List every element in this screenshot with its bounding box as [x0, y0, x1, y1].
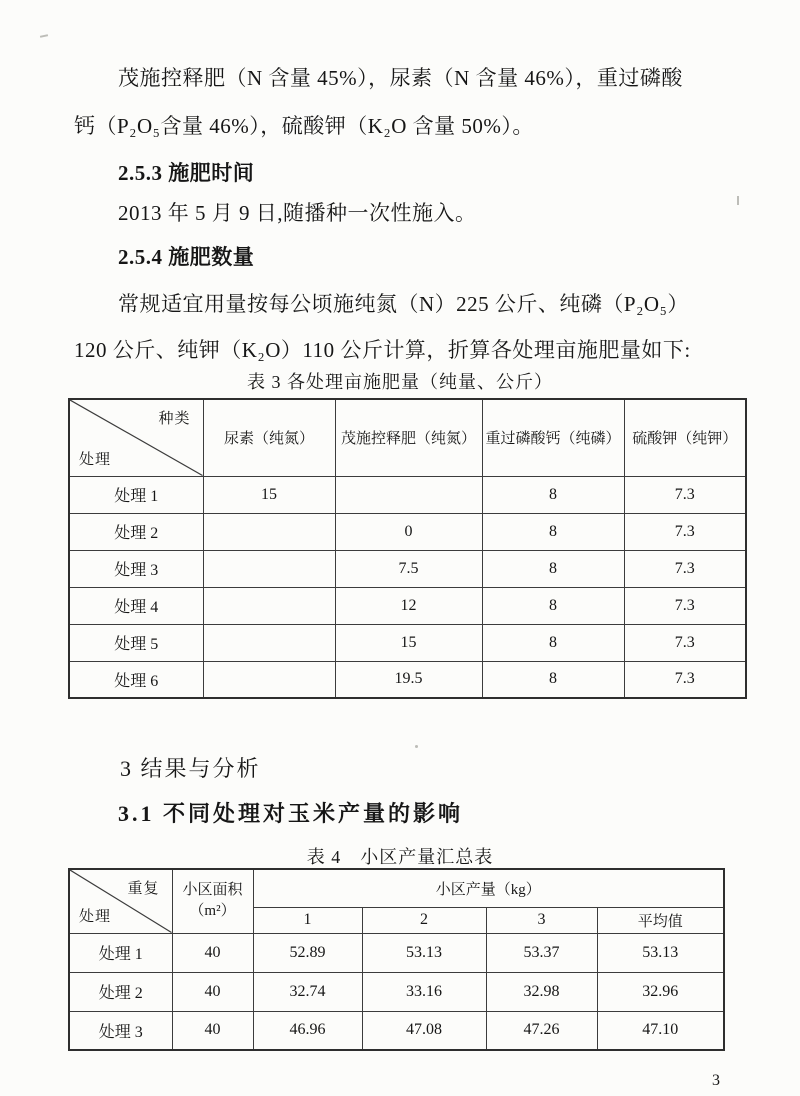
row-label: 处理 6 — [69, 661, 203, 698]
table4-caption: 表 4 小区产量汇总表 — [306, 847, 494, 867]
cell: 7.5 — [335, 550, 482, 587]
scan-speck — [40, 34, 48, 38]
cell: 8 — [482, 550, 624, 587]
table-row — [69, 513, 746, 550]
table3-col-potassium-sulfate: 硫酸钾（纯钾） — [624, 399, 746, 476]
table3-col-urea: 尿素（纯氮） — [203, 399, 335, 476]
cell: 53.13 — [362, 933, 486, 972]
scan-speck — [737, 196, 739, 205]
table3-corner-top-label: 种类 — [158, 411, 191, 427]
cell: 7.3 — [624, 476, 746, 513]
cell: 53.37 — [486, 933, 597, 972]
row-label: 处理 3 — [69, 550, 203, 587]
row-label: 处理 3 — [69, 1011, 172, 1050]
heading-section-3-1: 3.1 不同处理对玉米产量的影响 — [118, 801, 464, 826]
row-label: 处理 5 — [69, 624, 203, 661]
cell: 8 — [482, 587, 624, 624]
scan-speck — [415, 745, 418, 748]
cell: 7.3 — [624, 513, 746, 550]
table4-subcol-3: 3 — [486, 907, 597, 933]
table4-col-plot-area — [172, 869, 253, 933]
row-label: 处理 4 — [69, 587, 203, 624]
table3-col-controlled-release: 茂施控释肥（纯氮） — [335, 399, 482, 476]
table-row — [69, 1011, 724, 1050]
paragraph-date: 2013 年 5 月 9 日,随播种一次性施入。 — [118, 201, 477, 225]
plot-area-label: 小区面积 — [182, 881, 243, 898]
cell: 8 — [482, 624, 624, 661]
paragraph-dosage-line2: 120 公斤、纯钾（K₂O）110 公斤计算，折算各处理亩施肥量如下: — [74, 338, 691, 362]
table3-caption: 表 3 各处理亩施肥量（纯量、公斤） — [247, 372, 553, 392]
cell: 47.08 — [362, 1011, 486, 1050]
heading-2-5-4: 2.5.4 施肥数量 — [118, 245, 255, 269]
cell-area: 40 — [172, 972, 253, 1011]
paragraph-fertilizer-line2: 钙（P₂O₅含量 46%），硫酸钾（K₂O 含量 50%）。 — [74, 114, 534, 138]
cell — [203, 513, 335, 550]
cell — [203, 661, 335, 698]
table4-corner-bottom-label: 处理 — [79, 908, 112, 925]
table3-col-superphosphate: 重过磷酸钙（纯磷） — [482, 399, 624, 476]
table4-plot-yield — [68, 868, 725, 1051]
cell: 32.98 — [486, 972, 597, 1011]
table4-subcol-2: 2 — [362, 907, 486, 933]
cell: 47.26 — [486, 1011, 597, 1050]
table4-corner-cell — [69, 869, 172, 933]
table-row — [69, 624, 746, 661]
cell-area: 40 — [172, 1011, 253, 1050]
row-label: 处理 2 — [69, 972, 172, 1011]
cell: 8 — [482, 661, 624, 698]
paragraph-fertilizer-line1: 茂施控释肥（N 含量 45%），尿素（N 含量 46%），重过磷酸 — [118, 66, 683, 90]
table4-corner-top-label: 重复 — [127, 881, 160, 897]
row-label: 处理 1 — [69, 933, 172, 972]
table4-subcol-1: 1 — [253, 907, 362, 933]
cell: 32.74 — [253, 972, 362, 1011]
cell: 7.3 — [624, 587, 746, 624]
cell-average: 32.96 — [597, 972, 724, 1011]
cell: 7.3 — [624, 624, 746, 661]
cell: 0 — [335, 513, 482, 550]
cell: 19.5 — [335, 661, 482, 698]
cell — [203, 550, 335, 587]
heading-2-5-3: 2.5.3 施肥时间 — [118, 161, 255, 185]
row-label: 处理 2 — [69, 513, 203, 550]
cell: 7.3 — [624, 550, 746, 587]
table4-subcol-average: 平均值 — [597, 907, 724, 933]
table-row — [69, 476, 746, 513]
paragraph-dosage-line1: 常规适宜用量按每公顷施纯氮（N）225 公斤、纯磷（P₂O₅） — [118, 292, 689, 316]
table3-corner-cell — [69, 399, 203, 476]
table3-corner-bottom-label: 处理 — [79, 451, 112, 468]
cell: 15 — [203, 476, 335, 513]
table-row — [69, 972, 724, 1011]
cell-area: 40 — [172, 933, 253, 972]
cell: 33.16 — [362, 972, 486, 1011]
cell — [335, 476, 482, 513]
cell-average: 47.10 — [597, 1011, 724, 1050]
plot-area-unit: （m²） — [189, 903, 236, 920]
table3-fertilizer-amounts — [68, 398, 747, 699]
cell — [203, 624, 335, 661]
row-label: 处理 1 — [69, 476, 203, 513]
cell — [203, 587, 335, 624]
cell: 52.89 — [253, 933, 362, 972]
table-row — [69, 933, 724, 972]
table-row — [69, 587, 746, 624]
cell: 15 — [335, 624, 482, 661]
cell: 46.96 — [253, 1011, 362, 1050]
page-number: 3 — [712, 1072, 720, 1089]
table4-col-group-yield: 小区产量（kg） — [253, 869, 724, 907]
table-row — [69, 550, 746, 587]
heading-section-3: 3 结果与分析 — [120, 756, 261, 781]
cell: 8 — [482, 513, 624, 550]
cell: 8 — [482, 476, 624, 513]
cell: 7.3 — [624, 661, 746, 698]
cell-average: 53.13 — [597, 933, 724, 972]
table-row — [69, 661, 746, 698]
cell: 12 — [335, 587, 482, 624]
